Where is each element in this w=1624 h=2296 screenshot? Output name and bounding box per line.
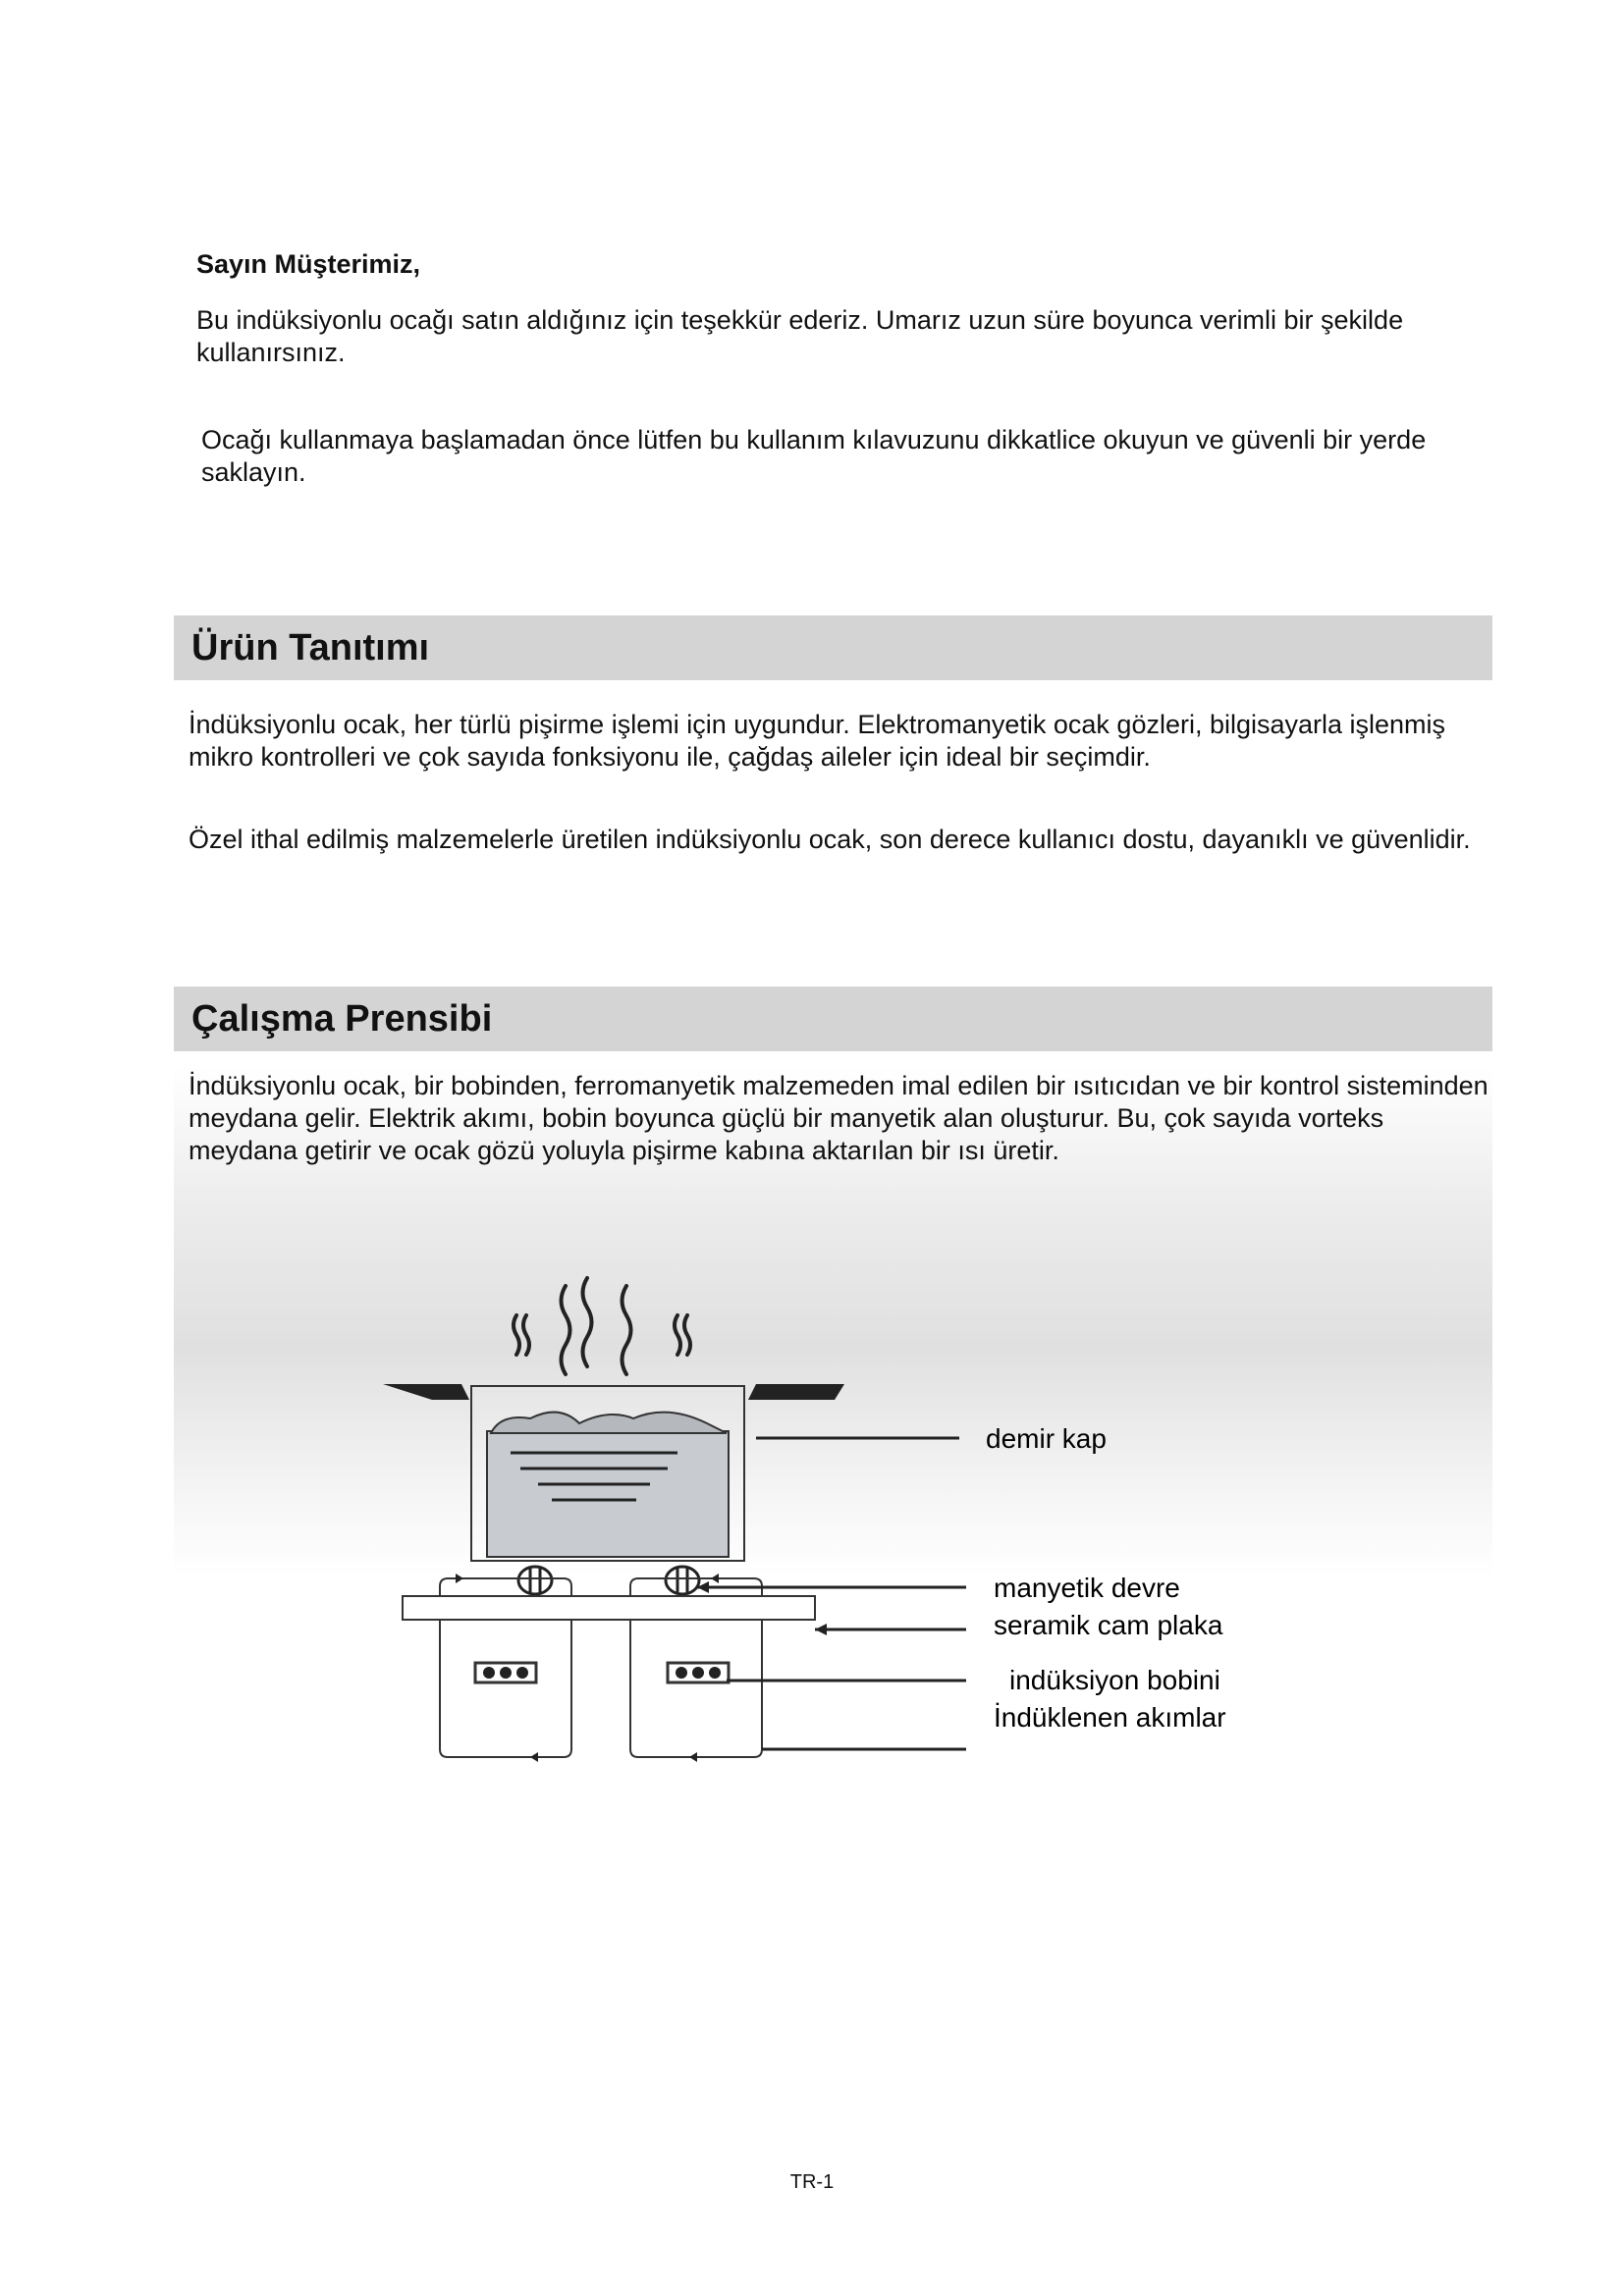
intro-paragraph-1: Bu indüksiyonlu ocağı satın aldığınız için teşekkür ederiz. Umarız uzun süre boyunca verimli bir şekilde kullanırsınız. xyxy=(196,305,1404,367)
steam-icon xyxy=(514,1278,690,1374)
magnetic-circuit-icon xyxy=(518,1567,699,1594)
section-header-principle xyxy=(174,987,1492,1051)
callout-lines xyxy=(697,1438,966,1749)
induction-diagram xyxy=(373,1256,1276,1767)
principle-paragraph: İndüksiyonlu ocak, bir bobinden, ferromanyetik malzemeden imal edilen bir ısıtıcıdan ve bir kontrol sisteminden meydana gelir. Elektrik akımı, bobin boyunca güçlü bir manyetik alan oluşturur. Bu, çok sayıda vorteks meydana getirir ve ocak gözü yoluyla pişirme kabına aktarılan bir ısı üretir. xyxy=(189,1071,1489,1165)
coil-dots-icon xyxy=(483,1667,721,1679)
section-header-product xyxy=(174,615,1492,680)
pot-icon xyxy=(383,1384,844,1561)
product-paragraph-1: İndüksiyonlu ocak, her türlü pişirme işlemi için uygundur. Elektromanyetik ocak gözleri, bilgisayarla işlenmiş mikro kontrolleri ve çok sayıda fonksiyonu ile, çağdaş aileler için ideal bir seçimdir. xyxy=(189,710,1446,772)
greeting: Sayın Müşterimiz, xyxy=(196,249,421,279)
page-number: TR-1 xyxy=(789,2171,835,2193)
label-coil: indüksiyon bobini xyxy=(1009,1665,1220,1695)
label-magnetic-circuit: manyetik devre xyxy=(994,1573,1180,1603)
section-title-product: Ürün Tanıtımı xyxy=(191,627,430,668)
label-glass-plate: seramik cam plaka xyxy=(994,1610,1223,1640)
product-paragraph-2: Özel ithal edilmiş malzemelerle üretilen indüksiyonlu ocak, son derece kullanıcı dostu, dayanıklı ve güvenlidir. xyxy=(189,825,1471,854)
label-pot: demir kap xyxy=(986,1423,1107,1454)
intro-paragraph-2: Ocağı kullanmaya başlamadan önce lütfen bu kullanım kılavuzunu dikkatlice okuyun ve güvenli bir yerde saklayın. xyxy=(201,425,1427,487)
glass-plate-icon xyxy=(403,1596,815,1620)
label-currents: İndüklenen akımlar xyxy=(994,1702,1226,1733)
section-title-principle: Çalışma Prensibi xyxy=(191,998,493,1040)
